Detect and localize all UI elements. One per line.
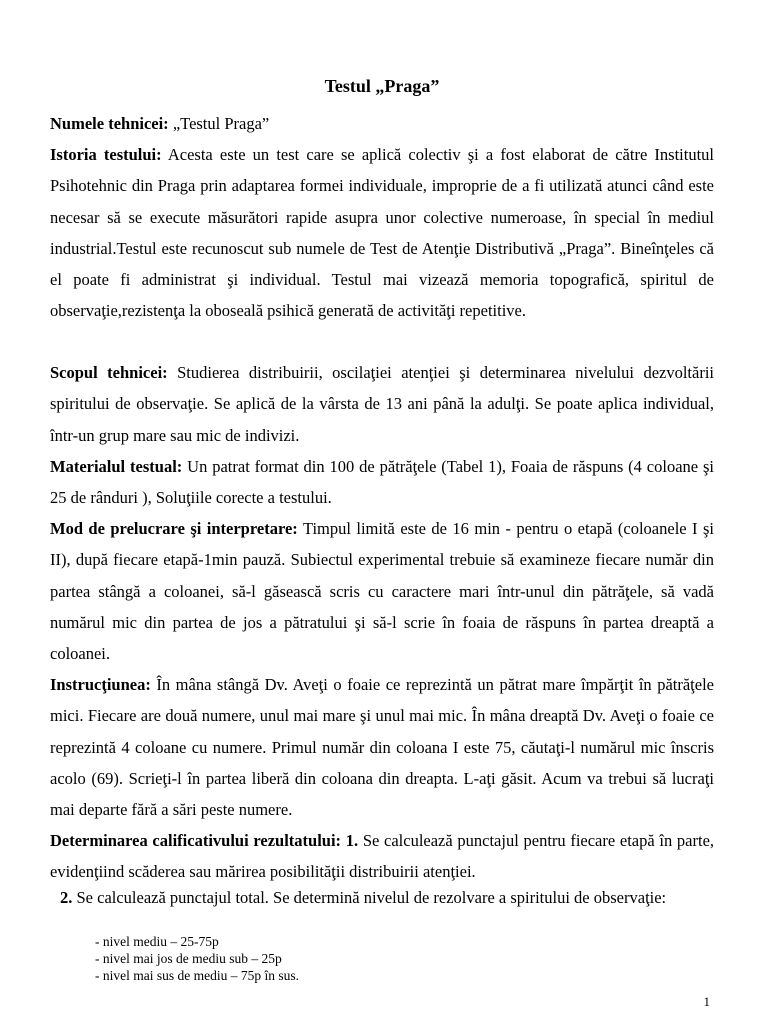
section-label: Determinarea calificativului rezultatului: — [50, 831, 342, 850]
section-text: Un patrat format din 100 de pătrăţele (Tabel 1), Foaia de răspuns (4 coloane şi 25 de rânduri ), Soluţiile corecte a testului. — [50, 457, 715, 508]
section-scopul — [50, 357, 714, 451]
section-text: Se calculează punctajul total. Se determină nivelul de rezolvare a spiritului de observaţie: — [72, 888, 667, 907]
section-mod — [50, 513, 714, 669]
section-text: Studierea distribuirii, oscilaţiei atenţiei şi determinarea nivelului dezvoltării spiritului de observaţie. Se aplică de la vârsta de 13 ani până la adulţi. Se poate aplica individual, într-un grup mare sau mic de indivizi. — [50, 363, 714, 445]
section-numele — [50, 108, 714, 139]
section-label: Istoria testului: — [50, 145, 162, 164]
section-text: În mâna stângă Dv. Aveţi o foaie ce reprezintă un pătrat mare împărţit în pătrăţele mici. Fiecare are două numere, unul mai mare şi unul mai mic. În mâna dreaptă Dv. Aveţi o foaie ce reprezintă 4 coloane cu numere. Primul număr din coloana I este 75, căutaţi-l numărul mic înscris acolo (69). Scrieţi-l în partea liberă din coloana din dreapta. L-aţi găsit. Acum va trebui să lucraţi mai departe fără a sări peste numere. — [50, 675, 714, 820]
section-determinarea — [50, 825, 714, 888]
page-title: Testul „Praga” — [324, 76, 440, 96]
section-materialul — [50, 451, 714, 514]
section-istoria — [50, 139, 714, 327]
section-punct2 — [50, 888, 714, 907]
section-text: „Testul Praga” — [168, 114, 270, 133]
list-item: - nivel mai sus de mediu – 75p în sus. — [95, 968, 299, 983]
section-text: Acesta este un test care se aplică colectiv şi a fost elaborat de către Institutul Psihotehnic din Praga prin adaptarea formei individuale, improprie de a fi utilizată atunci când este necesar să se execute măsurători rapide asupra unor colective numeroase, în special în mediul industrial.Testul este recunoscut sub numele de Test de Atenţie Distributivă „Praga”. Bineînţeles că el poate fi administrat şi individual. Testul mai vizează memoria topografică, spiritul de observaţie,rezistenţa la oboseală psihică generată de activităţi repetitive. — [50, 145, 714, 321]
section-label: Mod de prelucrare şi interpretare: — [50, 519, 298, 538]
section-label: Materialul testual: — [50, 457, 183, 476]
levels-list — [95, 933, 299, 984]
section-instructiunea — [50, 669, 714, 825]
list-item: - nivel mai jos de mediu sub – 25p — [95, 951, 282, 966]
section-label-number: 1. — [341, 831, 359, 850]
section-label: 2. — [60, 888, 73, 907]
section-text: Timpul limită este de 16 min - pentru o etapă (coloanele I şi II), după fiecare etapă-1min pauză. Subiectul experimental trebuie să examineze fiecare număr din partea stângă a coloanei, să-l găsească scris cu caractere mari într-unul din pătrăţele, să vadă numărul mic din partea de jos a pătratului şi să-l scrie în foaia de răspuns în partea dreaptă a coloanei. — [50, 519, 714, 664]
page-number: 1 — [703, 994, 710, 1009]
section-label: Numele tehnicei: — [50, 114, 169, 133]
list-item: - nivel mediu – 25-75p — [95, 934, 219, 949]
section-label: Scopul tehnicei: — [50, 363, 168, 382]
section-label: Instrucţiunea: — [50, 675, 151, 694]
section-text: Se calculează punctajul pentru fiecare etapă în parte, evidenţiind scăderea sau mărirea posibilităţii distribuirii atenţiei. — [50, 831, 715, 882]
